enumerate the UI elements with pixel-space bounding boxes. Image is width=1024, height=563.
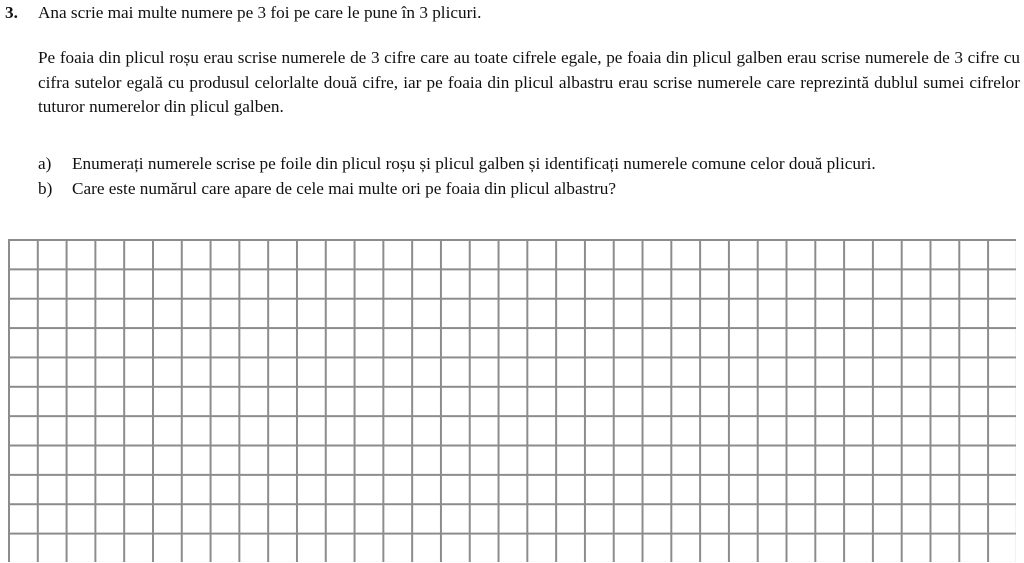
problem-intro: Ana scrie mai multe numere pe 3 foi pe care le pune în 3 plicuri. — [38, 3, 482, 22]
question-text: Care este numărul care apare de cele mai multe ori pe foaia din plicul albastru? — [72, 178, 617, 198]
problem-statement: Pe foaia din plicul roșu erau scrise numerele de 3 cifre care au toate cifrele egale, pe foaia din plicul galben erau scrise numerele de 3 cifre cu cifra sutelor egală cu produsul celorlalte două cifre, iar pe foaia din plicul albastru erau scrise numerele care reprezintă dublul sumei cifrelor tuturor numerelor din plicul galben. — [38, 48, 1020, 116]
answer-grid[interactable] — [8, 239, 1016, 562]
question-text: Enumerați numerele scrise pe foile din plicul roșu și plicul galben și identificați numerele comune celor două plicuri. — [72, 154, 876, 173]
question-list — [38, 152, 1020, 201]
problem-number: 3. — [5, 3, 18, 22]
question-b — [38, 177, 1020, 202]
question-label: a) — [38, 154, 52, 173]
question-a — [38, 152, 1020, 177]
question-label: b) — [38, 178, 53, 198]
